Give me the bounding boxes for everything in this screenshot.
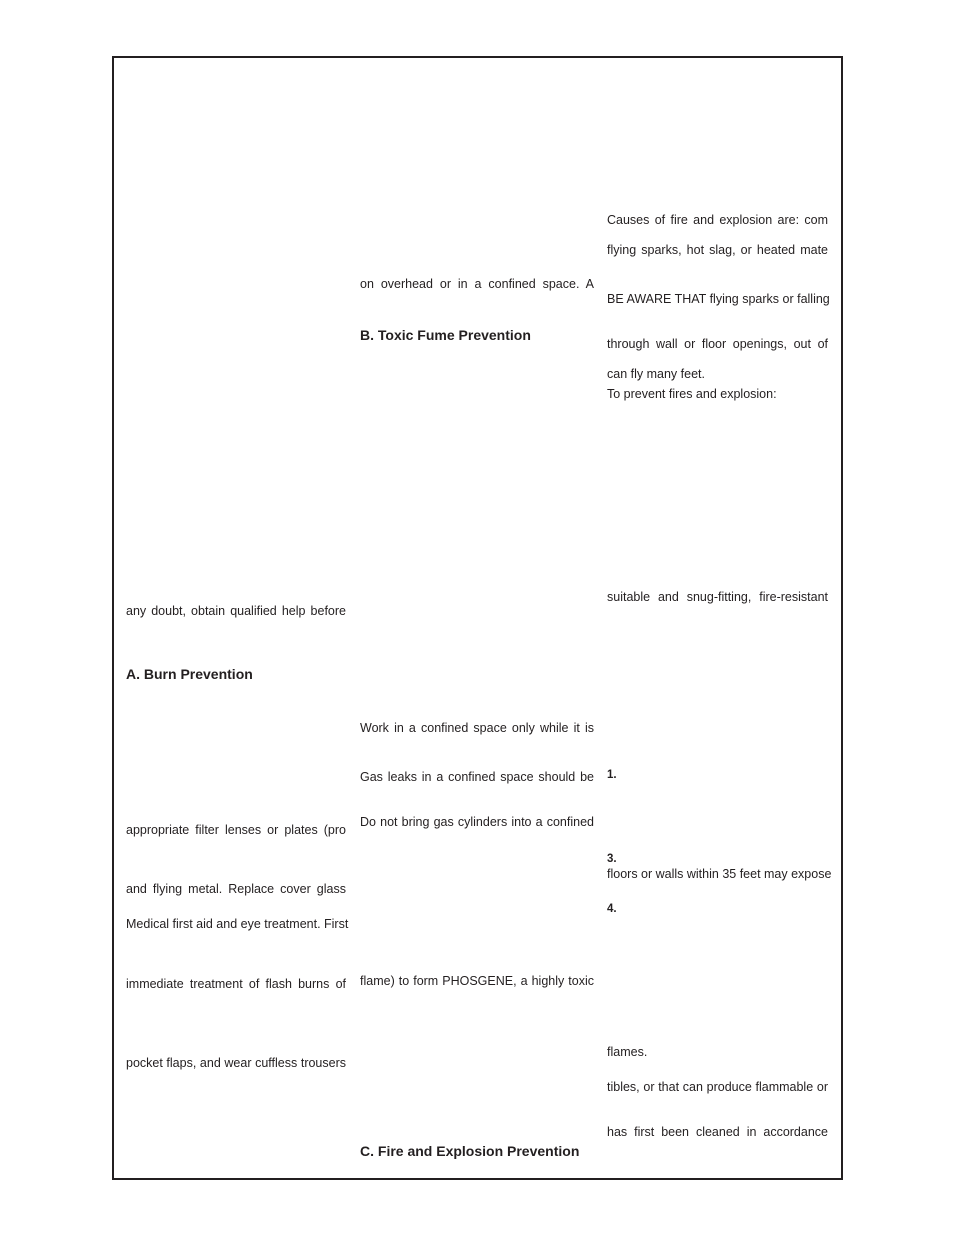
- list-number: 1.: [607, 769, 617, 781]
- text-line: any doubt, obtain qualified help before: [126, 604, 346, 618]
- text-line: immediate treatment of flash burns of: [126, 977, 346, 991]
- section-heading-fire-explosion-prevention: C. Fire and Explosion Prevention: [360, 1143, 580, 1159]
- text-line: flames.: [607, 1045, 648, 1059]
- list-number: 4.: [607, 903, 617, 915]
- text-line: can fly many feet.: [607, 367, 705, 381]
- text-line: appropriate filter lenses or plates (pro: [126, 823, 346, 837]
- text-line: Medical first aid and eye treatment. First: [126, 917, 349, 931]
- text-line: Work in a confined space only while it is: [360, 721, 594, 735]
- text-line: suitable and snug-fitting, fire-resistant: [607, 590, 828, 604]
- text-line: flying sparks, hot slag, or heated mate: [607, 243, 828, 257]
- text-line: Do not bring gas cylinders into a confined: [360, 815, 594, 829]
- text-line: has first been cleaned in accordance: [607, 1125, 828, 1139]
- list-number: 3.: [607, 853, 617, 865]
- text-line: pocket flaps, and wear cuffless trousers: [126, 1056, 346, 1070]
- text-line: tibles, or that can produce flammable or: [607, 1080, 828, 1094]
- text-line: through wall or floor openings, out of: [607, 337, 828, 351]
- text-line: and flying metal. Replace cover glass: [126, 882, 346, 896]
- text-line: floors or walls within 35 feet may expose: [607, 867, 832, 881]
- section-heading-toxic-fume-prevention: B. Toxic Fume Prevention: [360, 327, 531, 343]
- text-line: flame) to form PHOSGENE, a highly toxic: [360, 974, 594, 988]
- text-line: on overhead or in a confined space. A: [360, 277, 594, 291]
- text-line: BE AWARE THAT flying sparks or falling: [607, 292, 830, 306]
- text-line: Gas leaks in a confined space should be: [360, 770, 594, 784]
- text-line: Causes of fire and explosion are: com: [607, 213, 828, 227]
- section-heading-burn-prevention: A. Burn Prevention: [126, 666, 253, 682]
- text-line: To prevent fires and explosion:: [607, 387, 777, 401]
